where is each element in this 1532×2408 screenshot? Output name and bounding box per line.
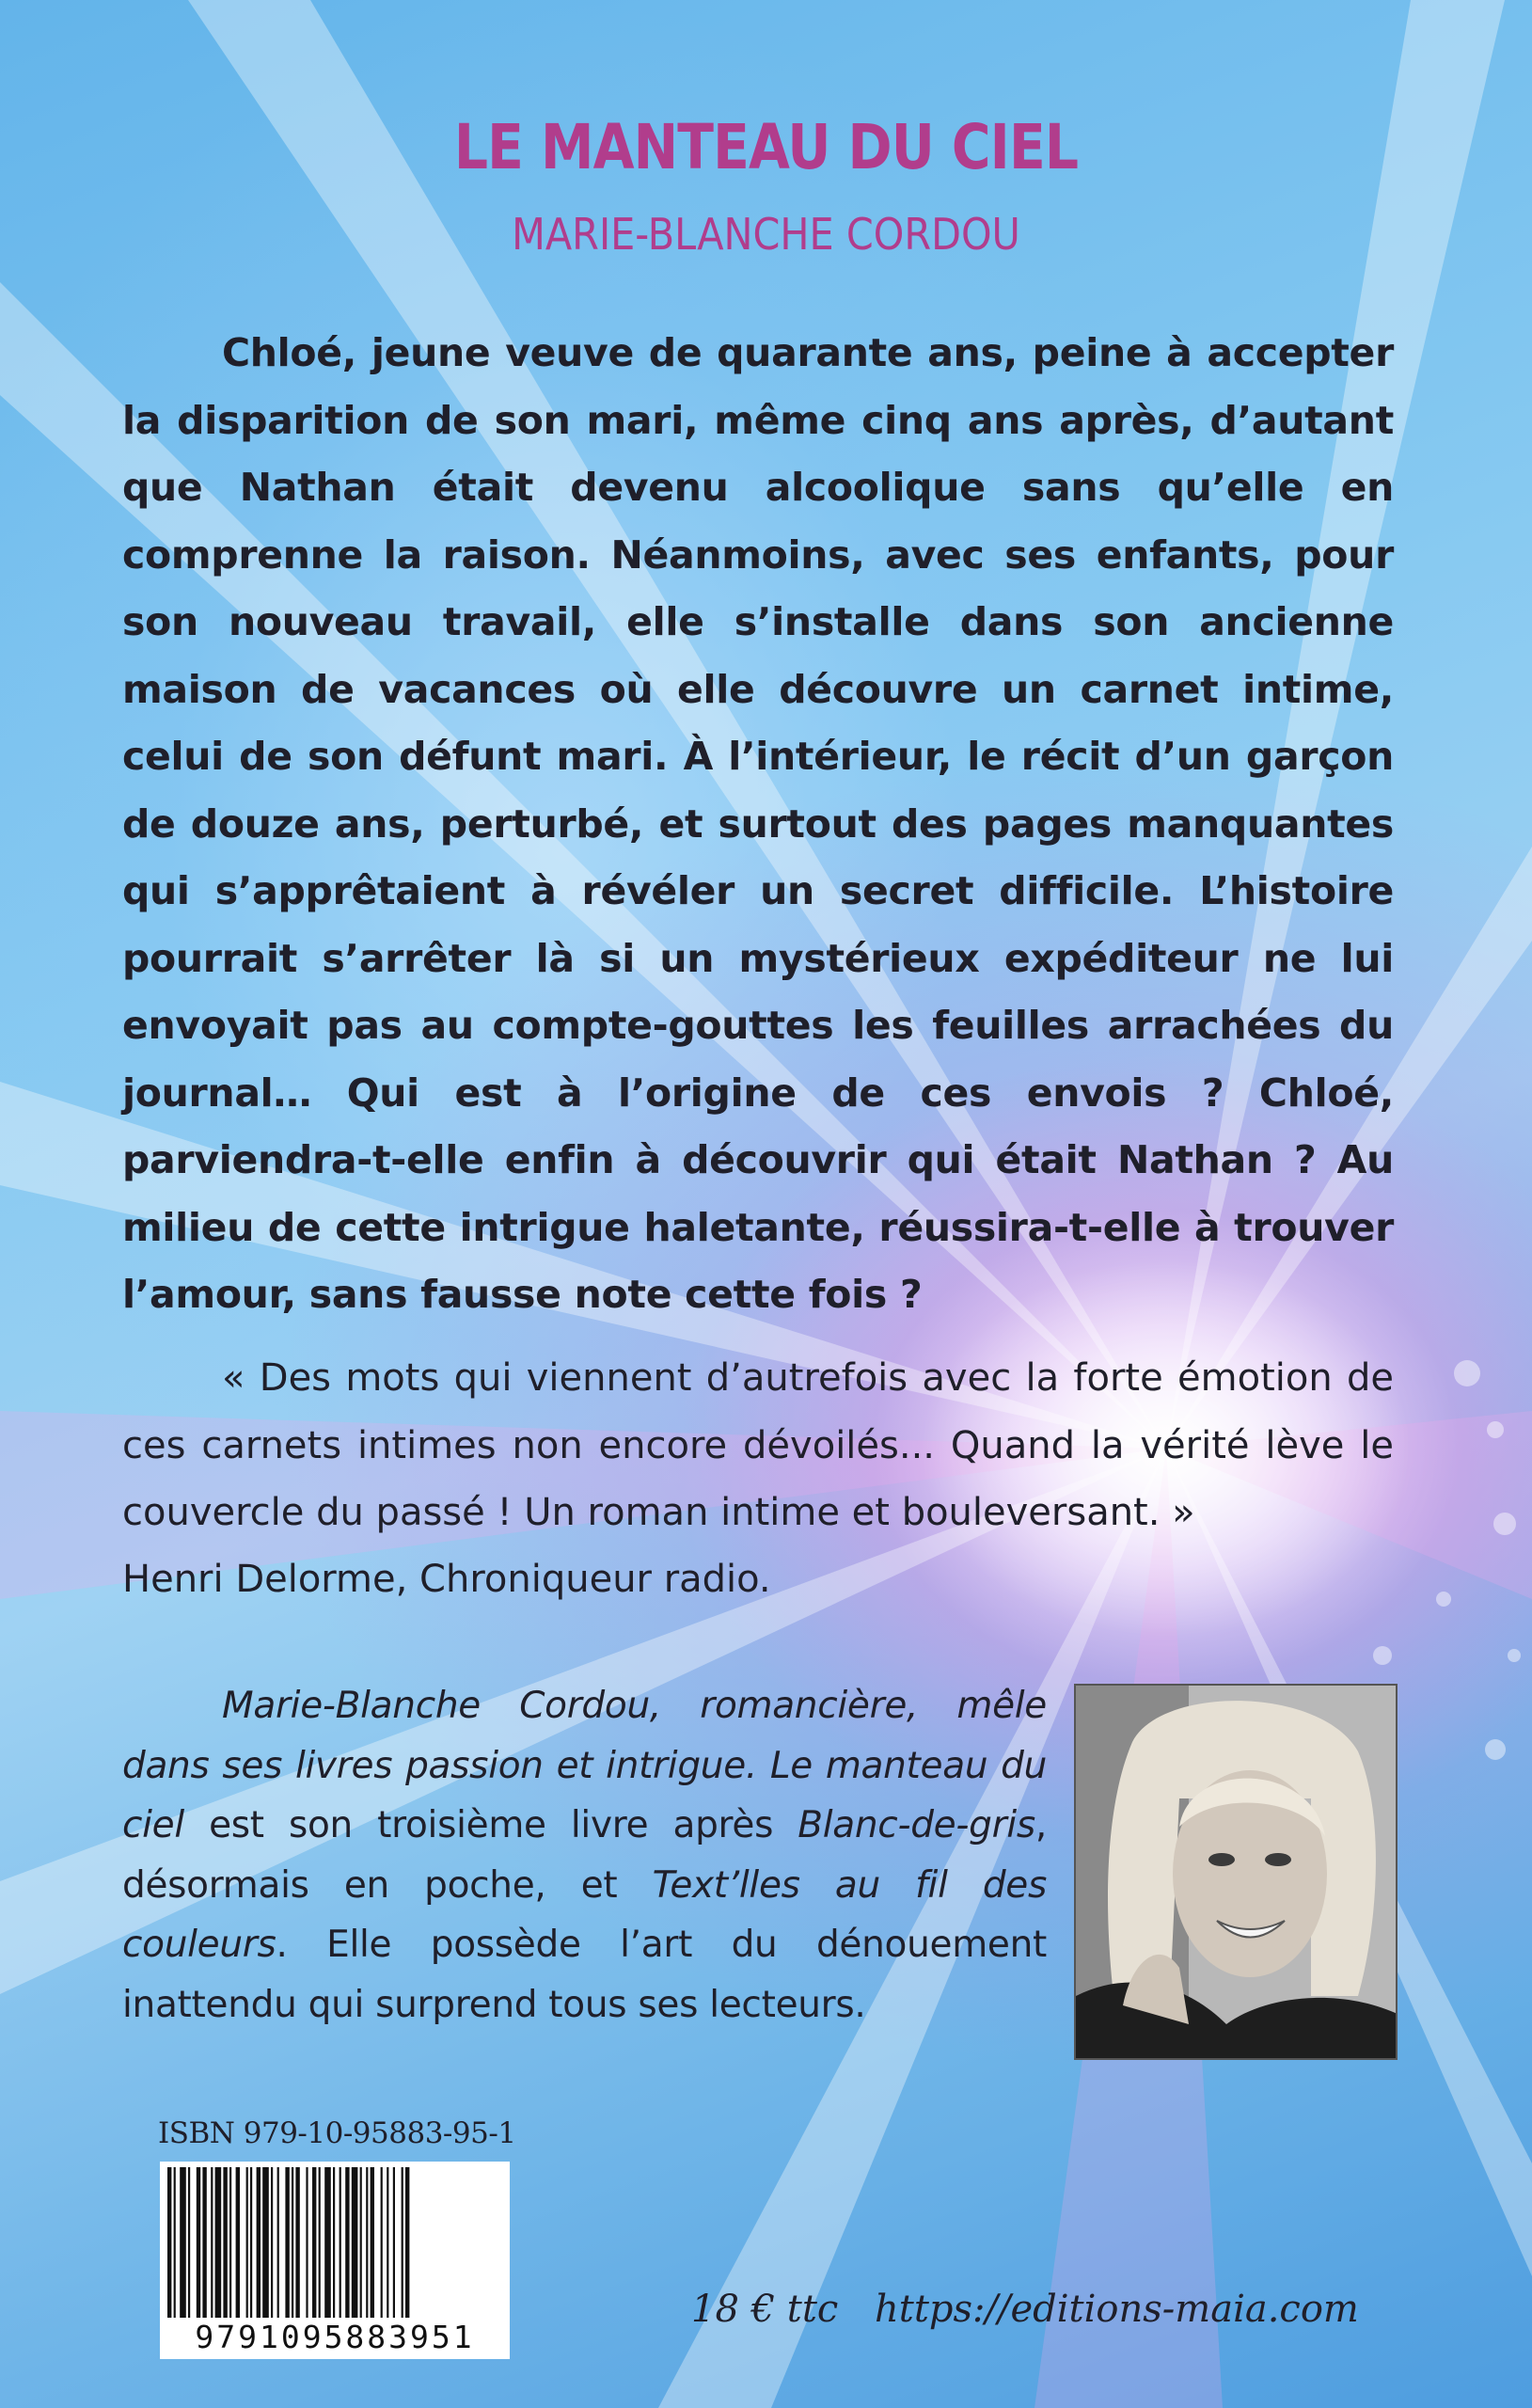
bio-book-title-1: Le manteau du ciel: [122, 1744, 1047, 1846]
barcode-bar: [188, 2167, 190, 2318]
barcode-bar: [381, 2167, 383, 2318]
author-portrait-illustration: [1076, 1686, 1398, 2060]
author-photo: [1074, 1684, 1398, 2060]
bio-text-2: est son troisième livre après: [183, 1804, 798, 1846]
barcode-bar: [174, 2167, 176, 2318]
barcode-bar: [295, 2167, 299, 2318]
barcode-bar: [246, 2167, 248, 2318]
barcode-bar: [402, 2167, 403, 2318]
barcode-bar: [312, 2167, 316, 2318]
barcode-bar: [197, 2167, 200, 2318]
publisher-website: https://editions-maia.com: [875, 2288, 1359, 2331]
barcode-bar: [262, 2167, 269, 2318]
bio-text-4: . Elle possède l’art du dénouement inattendu qui surprend tous ses lecteurs.: [122, 1924, 1047, 2026]
barcode-bar: [257, 2167, 261, 2318]
barcode-bar: [340, 2167, 341, 2318]
barcode-bar: [333, 2167, 335, 2318]
barcode-bar: [223, 2167, 227, 2318]
price: 18 € ttc: [691, 2288, 839, 2331]
barcode-bar: [366, 2167, 368, 2318]
barcode-bar: [285, 2167, 289, 2318]
barcode-bar: [250, 2167, 252, 2318]
synopsis-paragraph: Chloé, jeune veuve de quarante ans, peine à accepter la disparition de son mari, même cinq ans après, d’autant que Nathan était devenu alcoolique sans qu’elle en comprenne la raison. Néanmoins, avec ses enfants, pour son nouveau travail, elle s’installe dans son ancienne maison de vacances où elle découvre un carnet intime, celui de son défunt mari. À l’intérieur, le récit d’un garçon de douze ans, perturbé, et surtout des pages manquantes qui s’apprêtaient à révéler un secret difficile. L’histoire pourrait s’arrêter là si un mystérieux expéditeur ne lui envoyait pas au compte-gouttes les feuilles arrachées du journal… Qui est à l’origine de ces envois ? Chloé, parviendra-t-elle enfin à découvrir qui était Nathan ? Au milieu de cette intrigue haletante, réussira-t-elle à trouver l’amour, sans fausse note cette fois ?: [122, 330, 1394, 1317]
barcode-bar: [393, 2167, 395, 2318]
author-name: MARIE-BLANCHE CORDOU: [512, 209, 1020, 260]
bio-text-1: Marie-Blanche Cordou, romancière, mêle dans ses livres passion et intrigue.: [122, 1685, 1047, 1787]
barcode-bar: [167, 2167, 171, 2318]
barcode-bar: [345, 2167, 349, 2318]
barcode-bar: [360, 2167, 362, 2318]
barcode-bar: [324, 2167, 331, 2318]
bio-book-title-2: Blanc-de-gris: [798, 1804, 1035, 1846]
barcode-bar: [229, 2167, 231, 2318]
quote-source: Henri Delorme, Chroniqueur radio.: [122, 1558, 771, 1601]
barcode-bar: [211, 2167, 213, 2318]
barcode-bar: [180, 2167, 186, 2318]
author-bio: [122, 1676, 1047, 2035]
barcode-bar: [352, 2167, 358, 2318]
barcode-bar: [277, 2167, 279, 2318]
barcode-bar: [236, 2167, 240, 2318]
barcode-bar: [202, 2167, 206, 2318]
barcode-bar: [371, 2167, 374, 2318]
barcode-bar: [405, 2167, 409, 2318]
bio-text-3: , désormais en poche, et: [122, 1804, 1047, 1907]
barcode-digits: 9791095883951: [195, 2319, 475, 2355]
barcode-bar: [215, 2167, 222, 2318]
barcode-bar: [306, 2167, 308, 2318]
barcode-bar: [271, 2167, 273, 2318]
book-title: LE MANTEAU DU CIEL: [453, 111, 1079, 183]
barcode: [160, 2162, 510, 2359]
barcode-bar: [292, 2167, 293, 2318]
isbn-label: ISBN 979-10-95883-95-1: [158, 2116, 516, 2150]
press-quote: « Des mots qui viennent d’autrefois avec la forte émotion de ces carnets intimes non encore dévoilés... Quand la vérité lève le couvercle du passé ! Un roman intime et bouleversant. »: [122, 1356, 1394, 1534]
barcode-bar: [387, 2167, 388, 2318]
barcode-bar: [319, 2167, 321, 2318]
bio-book-title-3: Text’lles au fil des couleurs: [122, 1863, 1047, 1966]
barcode-bars: [160, 2162, 510, 2321]
